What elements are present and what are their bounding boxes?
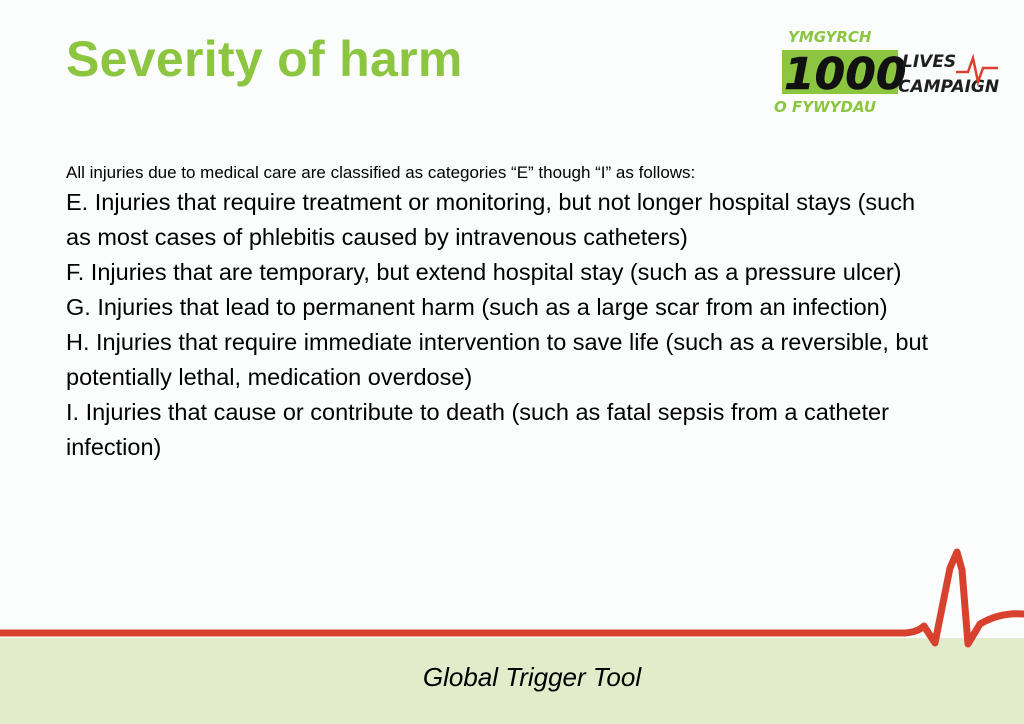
- category-h-item: H. Injuries that require immediate intervention to save life (such as a reversible, but potentially lethal, medication overdose): [66, 329, 929, 390]
- slide-title: Severity of harm: [66, 31, 463, 87]
- slide-body: [66, 160, 946, 465]
- logo-top-text: YMGYRCH: [788, 28, 872, 46]
- campaign-logo: [770, 24, 1002, 124]
- category-i-item: I. Injuries that cause or contribute to death (such as fatal sepsis from a catheter infection): [66, 399, 889, 460]
- category-g-item: G. Injuries that lead to permanent harm (such as a large scar from an infection): [66, 294, 888, 320]
- logo-number: 1000: [784, 49, 907, 100]
- logo-bottom-text: O FYWYDAU: [774, 98, 877, 116]
- footer-title: Global Trigger Tool: [422, 662, 642, 692]
- category-e-item: E. Injuries that require treatment or monitoring, but not longer hospital stays (such as most cases of phlebitis caused by intravenous catheters): [66, 189, 916, 250]
- intro-text: All injuries due to medical care are classified as categories “E” though “I” as follows:: [66, 163, 696, 182]
- category-f-item: F. Injuries that are temporary, but extend hospital stay (such as a pressure ulcer): [66, 259, 902, 285]
- logo-lives: LIVES: [902, 52, 957, 72]
- logo-campaign: CAMPAIGN: [898, 77, 1000, 97]
- ecg-line-decoration: [0, 540, 1024, 650]
